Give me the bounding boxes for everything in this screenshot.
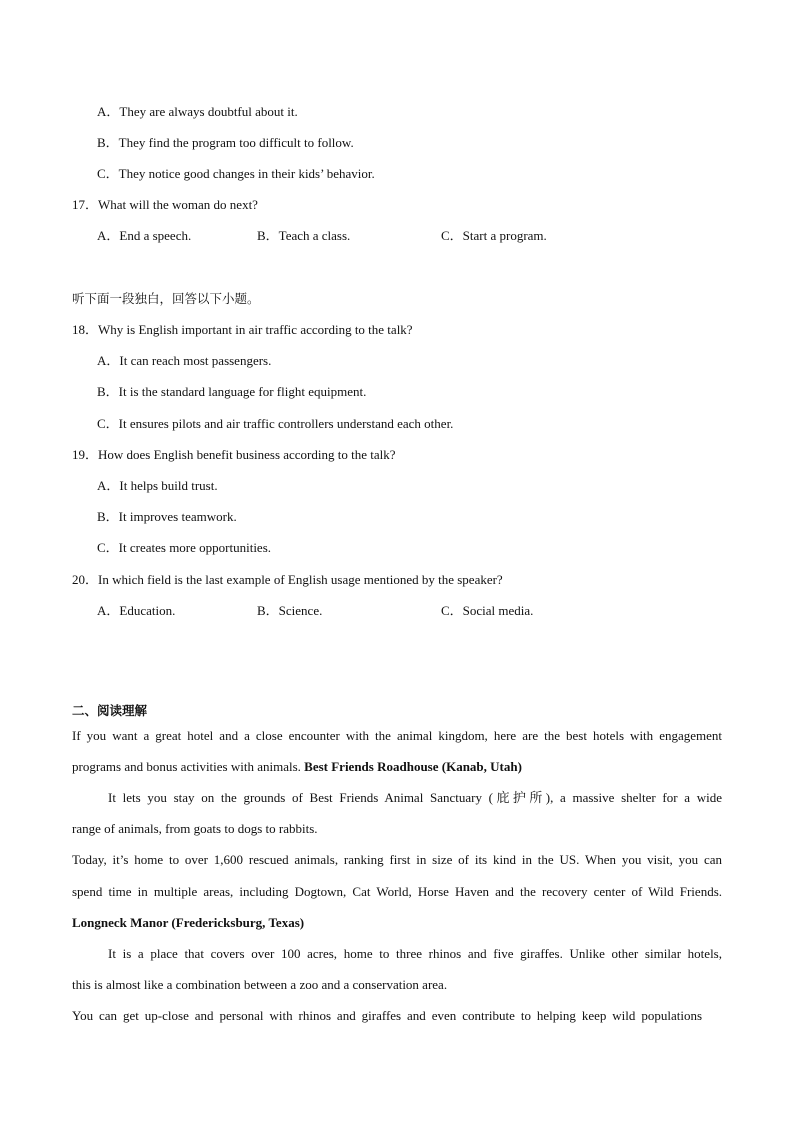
- option-letter: A．: [97, 353, 120, 368]
- intro-text: programs and bonus activities with animals.: [72, 759, 301, 774]
- intro-line-1: If you want a great hotel and a close encounter with the animal kingdom, here are the best hotels with engagement: [72, 728, 722, 743]
- option-letter: B．: [97, 135, 119, 150]
- q18-question: [72, 322, 413, 338]
- section-title: 二、阅读理解: [72, 703, 148, 718]
- q18-option-a: [97, 353, 271, 369]
- hotel1-p1-line1: [108, 790, 722, 806]
- hotel1-title: Best Friends Roadhouse (Kanab, Utah): [304, 759, 522, 774]
- option-text: It improves teamwork.: [118, 509, 237, 524]
- q20-option-a: [97, 603, 175, 619]
- q19-option-a: [97, 478, 218, 494]
- q20-question: [72, 572, 503, 588]
- option-letter: B．: [257, 603, 279, 618]
- monologue-instruction: 听下面一段独白，回答以下小题。: [72, 291, 260, 306]
- q16-option-b: [97, 135, 354, 151]
- option-text: Education.: [119, 603, 176, 618]
- question-number: 18．: [72, 322, 99, 337]
- q16-option-c: [97, 166, 375, 182]
- option-letter: A．: [97, 603, 120, 618]
- option-text: They find the program too difficult to follow.: [118, 135, 354, 150]
- option-letter: C．: [441, 228, 463, 243]
- option-text: Start a program.: [462, 228, 547, 243]
- question-text: What will the woman do next?: [98, 197, 258, 212]
- q17-option-b: [257, 228, 350, 244]
- option-text: Science.: [278, 603, 323, 618]
- option-letter: C．: [97, 166, 119, 181]
- option-letter: B．: [97, 509, 119, 524]
- q19-option-c: [97, 540, 271, 556]
- question-number: 20．: [72, 572, 99, 587]
- option-text: Teach a class.: [278, 228, 351, 243]
- hotel2-p1-line2: this is almost like a combination between a zoo and a conservation area.: [72, 977, 448, 992]
- option-letter: C．: [441, 603, 463, 618]
- option-text: End a speech.: [119, 228, 192, 243]
- option-text: They are always doubtful about it.: [119, 104, 298, 119]
- option-letter: B．: [97, 384, 119, 399]
- hotel2-title: Longneck Manor (Fredericksburg, Texas): [72, 915, 305, 930]
- option-letter: C．: [97, 540, 119, 555]
- question-text: Why is English important in air traffic according to the talk?: [98, 322, 413, 337]
- q18-option-c: [97, 416, 453, 432]
- question-text: In which field is the last example of English usage mentioned by the speaker?: [98, 572, 503, 587]
- hotel2-p2-line1: You can get up-close and personal with rhinos and giraffes and even contribute to helping keep wild populations: [72, 1008, 702, 1023]
- option-text: It ensures pilots and air traffic controllers understand each other.: [118, 416, 454, 431]
- option-letter: B．: [257, 228, 279, 243]
- q17-option-a: [97, 228, 191, 244]
- option-letter: A．: [97, 104, 120, 119]
- option-text: It helps build trust.: [119, 478, 218, 493]
- q20-option-b: [257, 603, 322, 619]
- q19-question: [72, 447, 396, 463]
- option-letter: C．: [97, 416, 119, 431]
- question-number: 17．: [72, 197, 99, 212]
- hotel1-p2-line1: Today, it’s home to over 1,600 rescued animals, ranking first in size of its kind in the US. When you visit, you can: [72, 852, 722, 867]
- q17-option-c: [441, 228, 547, 244]
- option-text: They notice good changes in their kids’ behavior.: [118, 166, 375, 181]
- hotel2-p1-line1: It is a place that covers over 100 acres, home to three rhinos and five giraffes. Unlike other similar hotels,: [108, 946, 722, 961]
- intro-line-2: [72, 759, 522, 775]
- option-letter: A．: [97, 228, 120, 243]
- hotel1-p1-line2: range of animals, from goats to dogs to rabbits.: [72, 821, 318, 836]
- q19-option-b: [97, 509, 237, 525]
- q18-option-b: [97, 384, 366, 400]
- option-text: It creates more opportunities.: [118, 540, 272, 555]
- question-text: How does English benefit business according to the talk?: [98, 447, 396, 462]
- option-text: Social media.: [462, 603, 534, 618]
- question-number: 19．: [72, 447, 99, 462]
- option-text: It is the standard language for flight equipment.: [118, 384, 367, 399]
- option-letter: A．: [97, 478, 120, 493]
- q20-option-c: [441, 603, 533, 619]
- q17-question: [72, 197, 258, 213]
- hotel1-p2-line2: spend time in multiple areas, including Dogtown, Cat World, Horse Haven and the recovery center of Wild Friends.: [72, 884, 722, 899]
- hotel1-p1-line1-text: It lets you stay on the grounds of Best Friends Animal Sanctuary (庇护所), a massive shelter for a wide: [108, 790, 722, 805]
- option-text: It can reach most passengers.: [119, 353, 272, 368]
- q16-option-a: [97, 104, 298, 120]
